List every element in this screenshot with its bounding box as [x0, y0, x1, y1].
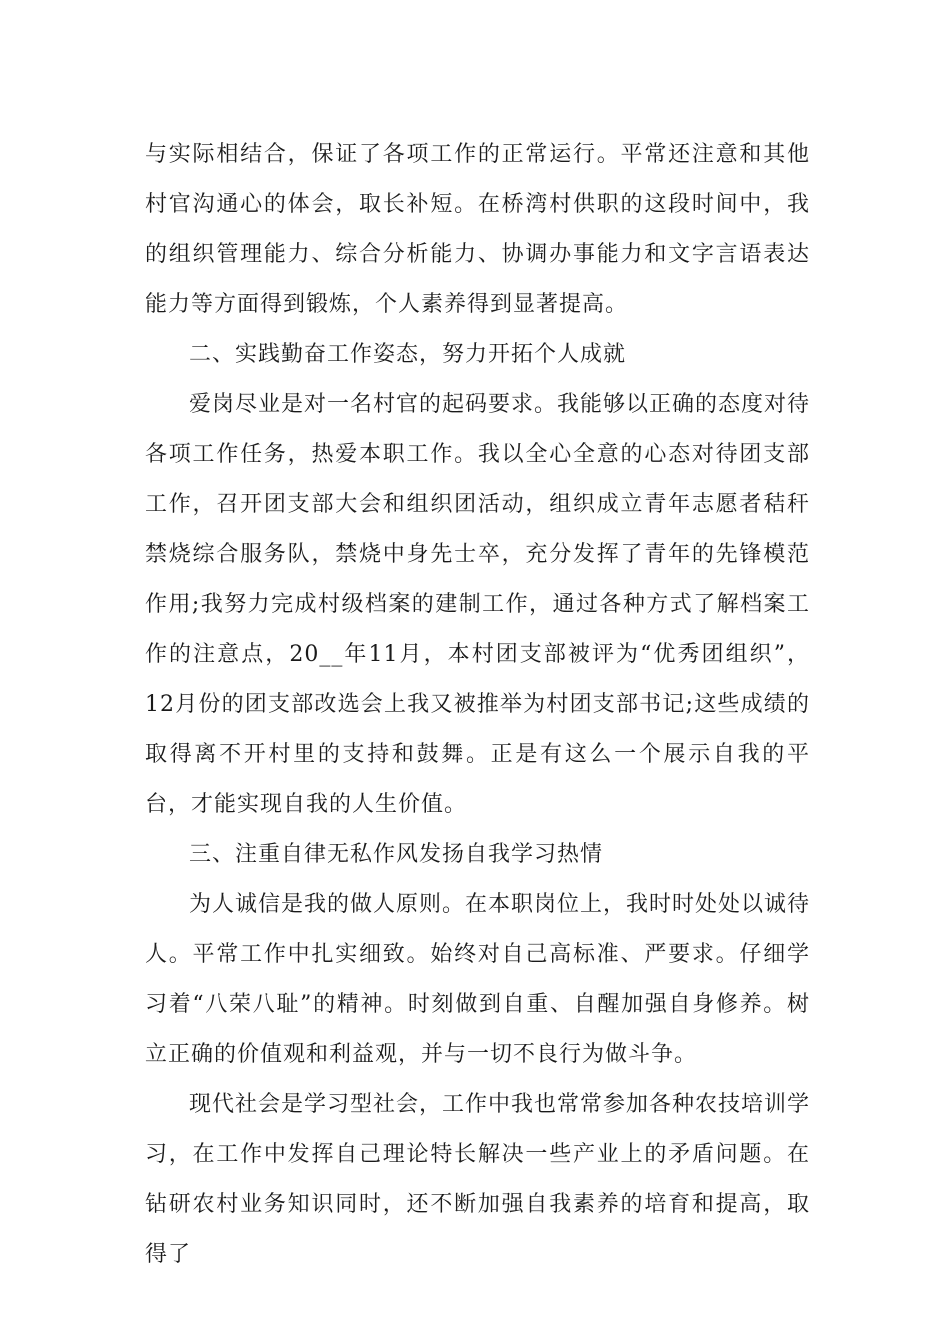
paragraph-continuation: 与实际相结合，保证了各项工作的正常运行。平常还注意和其他村官沟通心的体会，取长补短。在桥湾村供职的这段时间中，我的组织管理能力、综合分析能力、协调办事能力和文字言语表达能力等方面得到锻炼，个人素养得到显著提高。 — [145, 142, 810, 317]
paragraph-integrity: 为人诚信是我的做人原则。在本职岗位上，我时时处处以诚待人。平常工作中扎实细致。始终对自己高标准、严要求。仔细学习着“八荣八耻”的精神。时刻做到自重、自醒加强自身修养。树立正确的价值观和利益观，并与一切不良行为做斗争。 — [145, 892, 811, 1067]
section-heading-2: 二、实践勤奋工作姿态，努力开拓个人成就 — [189, 342, 627, 367]
paragraph-dedication: 爱岗尽业是对一名村官的起码要求。我能够以正确的态度对待各项工作任务，热爱本职工作。我以全心全意的心态对待团支部工作，召开团支部大会和组织团活动，组织成立青年志愿者秸秆禁烧综合服务队，禁烧中身先士卒，充分发挥了青年的先锋模范作用;我努力完成村级档案的建制工作，通过各种方式了解档案工作的注意点，20__年11月，本村团支部被评为“优秀团组织”，12月份的团支部改选会上我又被推举为村团支部书记;这些成绩的取得离不开村里的支持和鼓舞。正是有这么一个展示自我的平台，才能实现自我的人生价值。 — [145, 392, 811, 817]
document-body — [145, 130, 810, 1280]
paragraph-learning: 现代社会是学习型社会，工作中我也常常参加各种农技培训学习，在工作中发挥自己理论特长解决一些产业上的矛盾问题。在钻研农村业务知识同时，还不断加强自我素养的培育和提高，取得了 — [145, 1092, 811, 1267]
section-heading-3: 三、注重自律无私作风发扬自我学习热情 — [189, 842, 604, 867]
